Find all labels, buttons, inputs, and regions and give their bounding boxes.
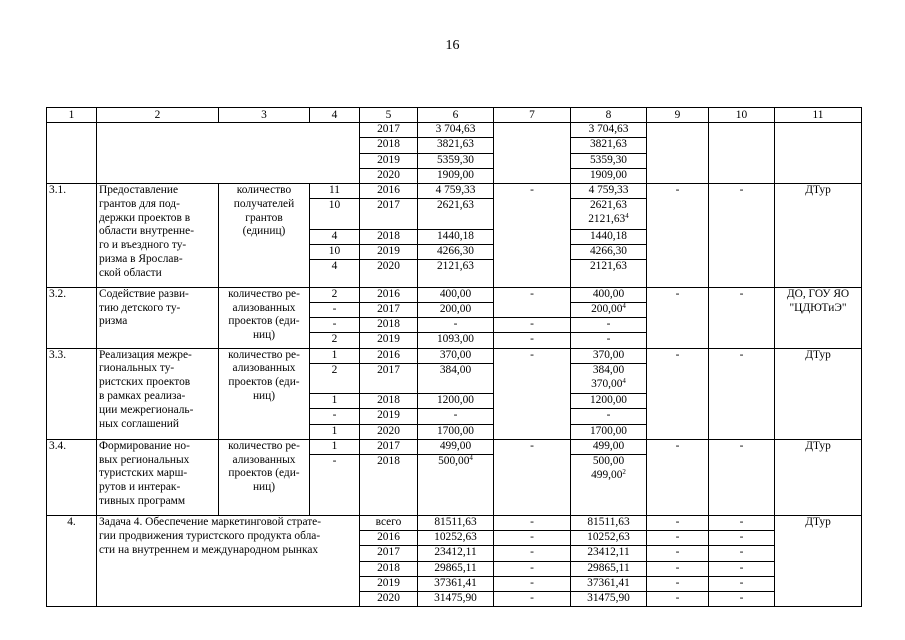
cell-amount: 500,00$^4$ — [418, 454, 494, 515]
cell-amount: 10252,63 — [571, 531, 647, 546]
cell-amount: 4266,30 — [571, 244, 647, 259]
cell-dash: - — [494, 183, 571, 287]
cell-year: 2017 — [360, 363, 418, 393]
footnote-mark: 4 — [469, 454, 473, 462]
footnote-mark: 4 — [625, 211, 629, 220]
cell-num: 4. — [47, 515, 97, 606]
cell-amount: 2121,63 — [571, 259, 647, 287]
cell-amount: 31475,90 — [571, 591, 647, 606]
cell-year: 2018 — [360, 318, 418, 333]
cell-count: - — [310, 318, 360, 333]
cell-amount: 1440,18 — [571, 229, 647, 244]
indicator-line: грантов — [245, 211, 283, 224]
footnote-mark: 4 — [622, 376, 626, 385]
cell-dash: - — [709, 561, 775, 576]
cell-amount: 370,00 — [571, 348, 647, 363]
cell-year: 2018 — [360, 229, 418, 244]
cell-executor — [775, 287, 862, 348]
cell-dash: - — [494, 333, 571, 348]
cell-num: 3.3. — [47, 348, 97, 439]
cell-count: 1 — [310, 394, 360, 409]
cell-dash: - — [709, 591, 775, 606]
cell-dash: - — [647, 515, 709, 530]
indicator-line: количество ре- — [228, 348, 300, 361]
cell-amount: - — [571, 333, 647, 348]
cell-indicator — [219, 348, 310, 439]
cell-executor: ДТур — [775, 183, 862, 287]
table-row — [47, 515, 862, 530]
cell-year: 2020 — [360, 591, 418, 606]
col-header: 6 — [418, 108, 494, 123]
name-line: ризма в Ярослав- — [99, 252, 183, 265]
cell-amount: 499,00 — [418, 439, 494, 454]
cell-amount: 5359,30 — [571, 153, 647, 168]
cell-executor: ДТур — [775, 515, 862, 606]
cell-dash: - — [494, 576, 571, 591]
indicator-line: (единиц) — [242, 225, 286, 238]
executor-line: ДО, ГОУ ЯО — [786, 287, 850, 300]
cell-year: 2020 — [360, 259, 418, 287]
col-header: 10 — [709, 108, 775, 123]
cell-dash: - — [709, 546, 775, 561]
cell-dash: - — [709, 287, 775, 348]
cell-count: 10 — [310, 199, 360, 229]
name-line: рутов и интерак- — [99, 481, 181, 494]
cell-amount: 2621,63 — [418, 199, 494, 229]
cell-count: 11 — [310, 183, 360, 198]
cell-dash: - — [709, 439, 775, 515]
cell-amount: 81511,63 — [418, 515, 494, 530]
cell-year: 2019 — [360, 244, 418, 259]
cell-amount: - — [418, 409, 494, 424]
amount-line: 2121,63$^4$ — [588, 211, 629, 225]
name-line: тивных программ — [99, 494, 186, 507]
cell-dash: - — [709, 576, 775, 591]
amount-line: 2621,63 — [589, 199, 628, 212]
cell-amount — [571, 199, 647, 229]
cell-count: 2 — [310, 287, 360, 302]
cell-year: 2016 — [360, 287, 418, 302]
cell-amount: 3821,63 — [571, 138, 647, 153]
name-line: го и въездного ту- — [99, 239, 187, 252]
executor-line: "ЦДЮТиЭ" — [789, 301, 847, 314]
cell-year: 2020 — [360, 424, 418, 439]
cell-empty — [775, 123, 862, 184]
cell-amount: 23412,11 — [571, 546, 647, 561]
name-line: в рамках реализа- — [99, 390, 186, 403]
cell-amount: 370,00 — [418, 348, 494, 363]
indicator-line: ниц) — [252, 481, 276, 494]
cell-dash: - — [709, 348, 775, 439]
cell-amount: 400,00 — [571, 287, 647, 302]
name-line: ции межрегиональ- — [99, 403, 194, 416]
cell-amount: 4 759,33 — [418, 183, 494, 198]
task-line: гии продвижения туристского продукта обла- — [99, 529, 321, 542]
cell-year: 2016 — [360, 531, 418, 546]
name-line: вых региональных — [99, 453, 190, 466]
cell-amount: 3821,63 — [418, 138, 494, 153]
indicator-line: ниц) — [252, 390, 276, 403]
cell-amount: 1700,00 — [418, 424, 494, 439]
indicator-line: количество ре- — [228, 439, 300, 452]
cell-dash: - — [647, 348, 709, 439]
cell-indicator — [219, 183, 310, 287]
indicator-line: ализованных — [232, 301, 296, 314]
cell-dash: - — [647, 439, 709, 515]
cell-count: 1 — [310, 348, 360, 363]
name-line: Содействие разви- — [99, 287, 189, 300]
cell-amount: 1909,00 — [571, 168, 647, 183]
cell-dash: - — [494, 561, 571, 576]
cell-num: 3.2. — [47, 287, 97, 348]
cell-dash: - — [709, 183, 775, 287]
cell-year: 2016 — [360, 183, 418, 198]
footnote-mark: 2 — [622, 467, 626, 476]
cell-dash: - — [709, 531, 775, 546]
cell-year: 2018 — [360, 454, 418, 515]
name-line: тию детского ту- — [99, 301, 181, 314]
cell-dash: - — [647, 576, 709, 591]
cell-empty — [494, 123, 571, 184]
name-line: ных соглашений — [99, 417, 179, 430]
indicator-line: получателей — [233, 197, 295, 210]
col-header: 4 — [310, 108, 360, 123]
cell-dash: - — [494, 318, 571, 333]
cell-dash: - — [647, 546, 709, 561]
amount-line: 500,00 — [592, 454, 625, 467]
col-header: 7 — [494, 108, 571, 123]
footnote-mark: 4 — [622, 302, 626, 311]
col-header: 1 — [47, 108, 97, 123]
page-number: 16 — [445, 38, 460, 53]
cell-dash: - — [647, 561, 709, 576]
col-header: 2 — [97, 108, 219, 123]
cell-amount: 1440,18 — [418, 229, 494, 244]
cell-count: 4 — [310, 229, 360, 244]
cell-dash: - — [494, 546, 571, 561]
cell-amount: 23412,11 — [418, 546, 494, 561]
table-row — [47, 183, 862, 198]
cell-year: 2019 — [360, 153, 418, 168]
cell-year: 2019 — [360, 409, 418, 424]
cell-amount: 3 704,63 — [418, 123, 494, 138]
cell-name — [97, 439, 219, 515]
cell-dash: - — [647, 183, 709, 287]
cell-year: 2017 — [360, 546, 418, 561]
name-line: туристских марш- — [99, 467, 188, 480]
cell-year: 2017 — [360, 199, 418, 229]
cell-dash: - — [494, 348, 571, 439]
col-header: 5 — [360, 108, 418, 123]
cell-blank — [97, 123, 360, 184]
cell-amount: 200,00$^4$ — [571, 303, 647, 318]
cell-count: 10 — [310, 244, 360, 259]
cell-dash: - — [494, 287, 571, 317]
cell-amount: 37361,41 — [571, 576, 647, 591]
cell-num: 3.1. — [47, 183, 97, 287]
name-line: держки проектов в — [99, 211, 191, 224]
cell-amount: 1200,00 — [571, 394, 647, 409]
indicator-line: ализованных — [232, 362, 296, 375]
cell-count: 1 — [310, 424, 360, 439]
table-row — [47, 439, 862, 454]
cell-num: 3.4. — [47, 439, 97, 515]
program-table — [46, 107, 862, 607]
cell-year: 2019 — [360, 333, 418, 348]
cell-amount: 29865,11 — [571, 561, 647, 576]
col-header: 9 — [647, 108, 709, 123]
cell-amount: 1700,00 — [571, 424, 647, 439]
cell-amount — [571, 363, 647, 393]
cell-dash: - — [647, 287, 709, 348]
cell-year: 2020 — [360, 168, 418, 183]
cell-dash: - — [494, 531, 571, 546]
cell-count: 2 — [310, 333, 360, 348]
col-header: 8 — [571, 108, 647, 123]
cell-amount: 29865,11 — [418, 561, 494, 576]
cell-year: 2017 — [360, 439, 418, 454]
cell-amount: 400,00 — [418, 287, 494, 302]
name-line: ской области — [99, 266, 162, 279]
indicator-line: количество ре- — [228, 287, 300, 300]
cell-amount: - — [418, 318, 494, 333]
name-line: Реализация межре- — [99, 348, 192, 361]
cell-amount: 200,00 — [418, 303, 494, 318]
indicator-line: ализованных — [232, 453, 296, 466]
cell-amount: 4 759,33 — [571, 183, 647, 198]
cell-year: 2017 — [360, 123, 418, 138]
cell-count: - — [310, 454, 360, 515]
cell-amount: 1093,00 — [418, 333, 494, 348]
name-line: ризма — [99, 315, 128, 328]
cell-task — [97, 515, 360, 606]
cell-amount: 81511,63 — [571, 515, 647, 530]
col-header: 11 — [775, 108, 862, 123]
cell-year: 2016 — [360, 348, 418, 363]
cell-year: всего — [360, 515, 418, 530]
cell-amount: 37361,41 — [418, 576, 494, 591]
cell-dash: - — [494, 439, 571, 515]
cell-executor: ДТур — [775, 348, 862, 439]
cell-year: 2019 — [360, 576, 418, 591]
indicator-line: проектов (еди- — [228, 467, 300, 480]
col-header: 3 — [219, 108, 310, 123]
cell-name — [97, 287, 219, 348]
cell-indicator — [219, 287, 310, 348]
table-row — [47, 348, 862, 363]
cell-indicator — [219, 439, 310, 515]
indicator-line: ниц) — [252, 329, 276, 342]
cell-amount: 2121,63 — [418, 259, 494, 287]
header-row — [47, 108, 862, 123]
cell-amount: 10252,63 — [418, 531, 494, 546]
cell-amount: 5359,30 — [418, 153, 494, 168]
name-line: ристских проектов — [99, 376, 191, 389]
cell-dash: - — [709, 515, 775, 530]
name-line: гиональных ту- — [99, 362, 175, 375]
amount-line: 370,00$^4$ — [591, 376, 626, 390]
cell-year: 2017 — [360, 303, 418, 318]
cell-dash: - — [647, 591, 709, 606]
cell-amount: 384,00 — [418, 363, 494, 393]
name-line: Предоставление — [99, 183, 179, 196]
cell-amount: 1200,00 — [418, 394, 494, 409]
cell-year: 2018 — [360, 394, 418, 409]
cell-amount: - — [571, 318, 647, 333]
task-line: Задача 4. Обеспечение маркетинговой страте- — [99, 515, 322, 528]
cell-executor: ДТур — [775, 439, 862, 515]
indicator-line: количество — [236, 183, 292, 196]
cell-name — [97, 183, 219, 287]
cell-dash: - — [494, 515, 571, 530]
cell-dash: - — [494, 591, 571, 606]
name-line: Формирование но- — [99, 439, 190, 452]
cell-count: 4 — [310, 259, 360, 287]
cell-empty — [647, 123, 709, 184]
cell-amount: - — [571, 409, 647, 424]
cell-amount: 3 704,63 — [571, 123, 647, 138]
cell-count: 2 — [310, 363, 360, 393]
cell-num — [47, 123, 97, 184]
cell-name — [97, 348, 219, 439]
cell-amount: 4266,30 — [418, 244, 494, 259]
cell-count: 1 — [310, 439, 360, 454]
cell-year: 2018 — [360, 561, 418, 576]
cell-amount: 1909,00 — [418, 168, 494, 183]
amount-line: 499,00$^2$ — [591, 467, 626, 481]
cell-dash: - — [647, 531, 709, 546]
cell-amount — [571, 454, 647, 515]
cell-amount: 499,00 — [571, 439, 647, 454]
indicator-line: проектов (еди- — [228, 315, 300, 328]
cell-count: - — [310, 409, 360, 424]
cell-amount: 31475,90 — [418, 591, 494, 606]
cell-year: 2018 — [360, 138, 418, 153]
name-line: области внутренне- — [99, 225, 195, 238]
amount-line: 384,00 — [592, 363, 625, 376]
name-line: грантов для под- — [99, 197, 180, 210]
task-line: сти на внутреннем и международном рынках — [99, 543, 319, 556]
table-row — [47, 123, 862, 138]
table-row — [47, 287, 862, 302]
indicator-line: проектов (еди- — [228, 376, 300, 389]
cell-count: - — [310, 303, 360, 318]
cell-empty — [709, 123, 775, 184]
